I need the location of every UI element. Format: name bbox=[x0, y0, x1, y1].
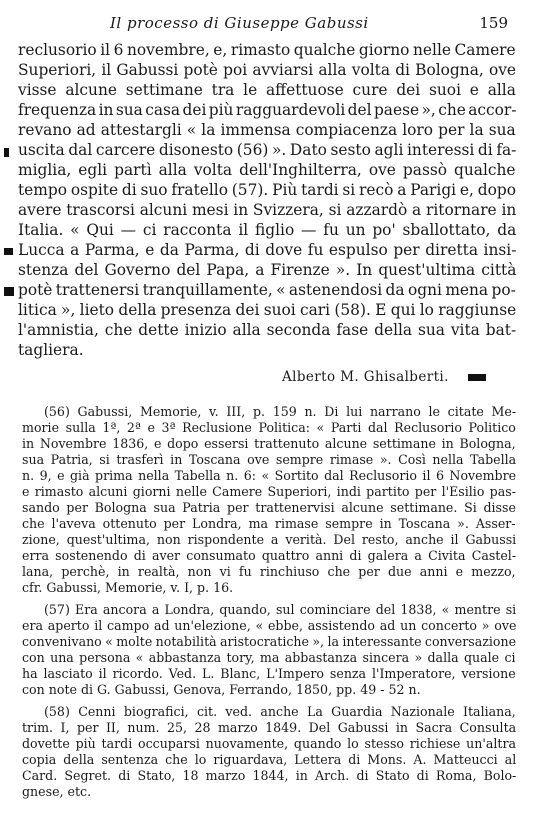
footnote-line: convenivano « molte notabilità aristocratiche », la interessante conversazione bbox=[22, 634, 516, 649]
footnote-line: copia della sentenza che lo riguardava, Lettera di Mons. A. Matteucci al bbox=[22, 752, 516, 767]
footnote-line: in Novembre 1836, e dopo essersi trattenuto alcune settimane in Bologna, bbox=[22, 436, 516, 451]
body-line: l'amnistia, che dette inizio alla seconda fase della sua vita bat- bbox=[18, 321, 516, 339]
body-line: frequenza in sua casa dei più ragguardevoli del paese », che accor- bbox=[18, 101, 516, 119]
footnote-line: morie sulla 1ª, 2ª e 3ª Reclusione Politica: « Parti dal Reclusorio Politico bbox=[22, 420, 516, 435]
footnote-line: (57) Era ancora a Londra, quando, sul cominciare del 1838, « mentre si bbox=[44, 602, 516, 617]
footnote-line: (56) Gabussi, Memorie, v. III, p. 159 n. Di lui narrano le citate Me- bbox=[44, 404, 516, 419]
footnote-line: n. 9, e già prima nella Tabella n. 6: « Sortito dal Reclusorio il 6 Novembre bbox=[22, 468, 516, 483]
footnote-line: ha lasciato il ricordo. Ved. L. Blanc, L'Impero senza l'Imperatore, versione bbox=[22, 666, 516, 681]
footnote-line: con note di G. Gabussi, Genova, Ferrando, 1850, pp. 49 - 52 n. bbox=[22, 682, 421, 697]
footnote-line: che l'aveva ottenuto per Londra, ma rimase sempre in Toscana ». Asser- bbox=[22, 516, 516, 531]
body-line: avere trascorsi alcuni mesi in Svizzera, si azzardò a ritornare in bbox=[18, 201, 516, 219]
body-line: Superiori, il Gabussi potè poi avviarsi alla volta di Bologna, ove bbox=[18, 61, 516, 79]
body-line: potè trattenersi tranquillamente, « astenendosi da ogni mena po- bbox=[18, 281, 516, 299]
page-number: 159 bbox=[479, 14, 508, 32]
running-head-title: Il processo di Giuseppe Gabussi bbox=[110, 14, 369, 32]
footnote-line: gnese, etc. bbox=[22, 784, 92, 799]
body-line: stenza del Governo del Papa, a Firenze ». In quest'ultima città bbox=[18, 261, 516, 279]
margin-mark bbox=[4, 148, 9, 157]
running-header bbox=[110, 14, 508, 36]
footnote-line: e rimasto alcuni giorni nelle Camere Superiori, indi partito per l'Esilio pas- bbox=[22, 484, 516, 499]
footnote-line: zione, quest'ultima, non rispondente a verità. Del resto, anche il Gabussi bbox=[22, 532, 516, 547]
body-line: visse alcune settimane tra le affettuose cure dei suoi e alla bbox=[18, 81, 516, 99]
footnote-line: sua Patria, si trasferì in Toscana ove sempre rimase ». Così nella Tabella bbox=[22, 452, 516, 467]
footnote-line: cfr. Gabussi, Memorie, v. I, p. 16. bbox=[22, 580, 234, 595]
footnote-line: con una persona « abbastanza tory, ma abbastanza sincera » dalla quale ci bbox=[22, 650, 516, 665]
footnote-line: sando per Bologna sua Patria per trattenervisi alcune settimane. Si disse bbox=[22, 500, 516, 515]
footnote-line: (58) Cenni biografici, cit. ved. anche La Guardia Nazionale Italiana, bbox=[44, 704, 516, 719]
body-line: tempo ospite di suo fratello (57). Più tardi si recò a Parigi e, dopo bbox=[18, 181, 516, 199]
body-line: reclusorio il 6 novembre, e, rimasto qualche giorno nelle Camere bbox=[18, 41, 516, 59]
body-line: Lucca a Parma, e da Parma, di dove fu espulso per diretta insi- bbox=[18, 241, 516, 259]
footnote-line: Card. Segret. di Stato, 18 marzo 1844, in Arch. di Stato di Roma, Bolo- bbox=[22, 768, 516, 783]
footnote-line: erra sostenendo di aver consumato quattro anni di galera a Civita Castel- bbox=[22, 548, 516, 563]
body-line: revano ad attestargli « la immensa compiacenza loro per la sua bbox=[18, 121, 516, 139]
footnote-line: lana, perchè, in realtà, non vi fu rinchiuso che per due anni e mezzo, bbox=[22, 564, 516, 579]
body-line: miglia, egli partì alla volta dell'Inghilterra, ove passò qualche bbox=[18, 161, 516, 179]
footnote-line: era aperto il campo ad un'elezione, « ebbe, assistendo ad un concerto » ove bbox=[22, 618, 516, 633]
margin-mark bbox=[4, 248, 13, 255]
body-line: uscita dal carcere disonesto (56) ». Dato sesto agli interessi di fa- bbox=[18, 141, 516, 159]
author-signature: Alberto M. Ghisalberti. bbox=[282, 369, 449, 385]
footnote-line: dovette più tardi occuparsi nuovamente, quando lo stesso richiese un'altra bbox=[22, 736, 516, 751]
margin-mark bbox=[4, 287, 14, 296]
footnote-line: trim. I, per II, num. 25, 28 marzo 1849. Del Gabussi in Sacra Consulta bbox=[22, 720, 516, 735]
body-line: tagliera. bbox=[18, 341, 84, 359]
ink-blot bbox=[468, 374, 486, 381]
body-line: litica », lieto della presenza dei suoi cari (58). E qui lo raggiunse bbox=[18, 301, 516, 319]
body-line: Italia. « Qui — ci racconta il figlio — fu un po' sballottato, da bbox=[18, 221, 516, 239]
